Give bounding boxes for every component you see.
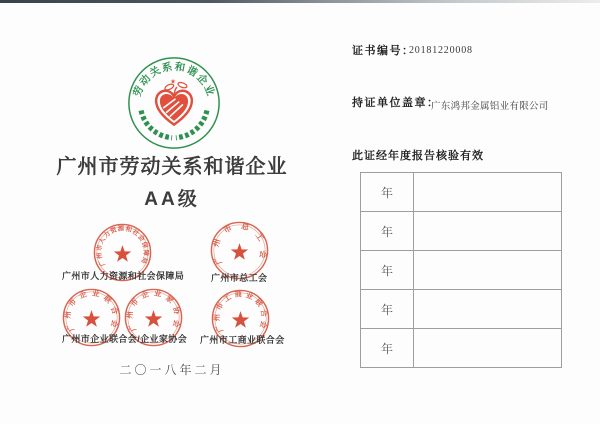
blank-cell	[414, 212, 561, 250]
seal-arc-text: 广州市企业家协会	[124, 288, 182, 334]
seal-arc-text: 广州市企业联合会	[62, 288, 120, 334]
cert-number-label: 证书编号：	[352, 45, 415, 57]
scan-edge-shadow	[0, 0, 600, 3]
table-row	[361, 212, 561, 251]
blank-cell	[414, 251, 561, 289]
table-row	[361, 329, 561, 367]
harmonious-labor-relations-logo-icon	[127, 56, 221, 150]
year-cell: 年	[361, 290, 414, 328]
seal-star-icon	[231, 243, 248, 260]
blank-cell	[414, 173, 561, 211]
sprout-star-icon: ★	[170, 78, 177, 86]
logo-arc-text: 劳动关系和谐企业	[132, 61, 216, 99]
blank-cell	[414, 329, 561, 367]
seal-label: 广州市工商业联合会	[200, 335, 285, 345]
seal-star-icon	[232, 311, 249, 328]
seal-star-icon	[114, 245, 131, 262]
blank-cell	[414, 290, 561, 328]
table-row	[361, 173, 561, 212]
cert-number-value: 20181220008	[409, 45, 473, 56]
year-cell: 年	[361, 173, 414, 211]
issue-date: 二〇一八年二月	[119, 363, 225, 377]
certificate-grade: AA级	[144, 189, 200, 210]
seal-star-icon	[145, 310, 162, 327]
seal-label: 广州市人力资源和社会保障局	[62, 271, 185, 281]
year-cell: 年	[361, 212, 414, 250]
table-row	[361, 290, 561, 329]
seal-arc-text: 广州市工商业联合会	[212, 289, 270, 335]
holder-label: 持证单位盖章：	[352, 97, 440, 109]
year-cell: 年	[361, 329, 414, 367]
validity-note: 此证经年度报告核验有效	[352, 150, 484, 162]
seal-star-icon	[83, 310, 100, 327]
certificate-title: 广州市劳动关系和谐企业	[56, 156, 288, 178]
seal-label: 广州市企业联合会/企业家协会	[62, 334, 188, 344]
table-row	[361, 251, 561, 290]
seal-label: 广州市总工会	[211, 273, 268, 283]
year-cell: 年	[361, 251, 414, 289]
seal-arc-text: 广州市人力资源和社会保障局	[95, 225, 149, 268]
seal-arc-text: 广州市总工会	[211, 221, 269, 267]
holder-company-value: 广东鸿邦金属铝业有限公司	[431, 102, 549, 112]
sprout-leaf-icon	[177, 81, 187, 88]
annual-verification-table	[360, 172, 562, 368]
